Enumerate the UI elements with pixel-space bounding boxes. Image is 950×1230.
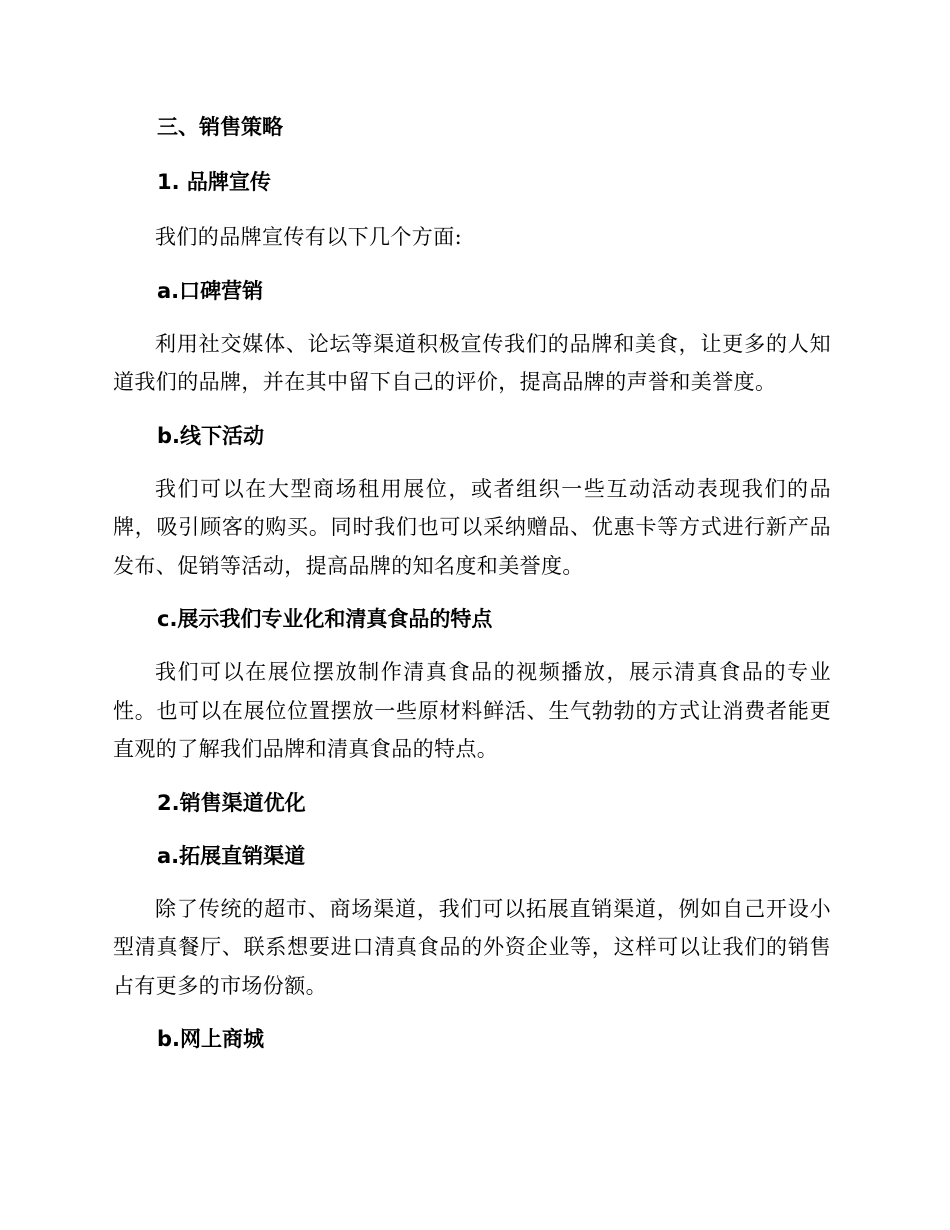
paragraph-halal-features: 我们可以在展位摆放制作清真食品的视频播放，展示清真食品的专业性。也可以在展位位置摆放一些原材料鲜活、生气勃勃的方式让消费者能更直观的了解我们品牌和清真食品的特点。 <box>113 660 831 761</box>
item-title-offline-events: b.线下活动 <box>157 423 265 448</box>
item-title-halal-features: c.展示我们专业化和清真食品的特点 <box>157 607 493 631</box>
item-title-word-of-mouth: a.口碑营销 <box>157 278 264 303</box>
paragraph-brand-intro: 我们的品牌宣传有以下几个方面: <box>155 225 463 249</box>
item-title-online-mall: b.网上商城 <box>157 1027 265 1051</box>
subsection-title-brand-promotion: 1. 品牌宣传 <box>157 170 271 194</box>
subsection-title-channel-optimization: 2.销售渠道优化 <box>157 790 306 815</box>
paragraph-offline-events: 我们可以在大型商场租用展位，或者组织一些互动活动表现我们的品牌，吸引顾客的购买。同时我们也可以采纳赠品、优惠卡等方式进行新产品发布、促销等活动，提高品牌的知名度和美誉度。 <box>113 476 831 578</box>
section-title: 三、销售策略 <box>157 115 283 139</box>
document-body <box>113 108 831 1058</box>
item-title-direct-sales: a.拓展直销渠道 <box>157 843 306 868</box>
paragraph-word-of-mouth: 利用社交媒体、论坛等渠道积极宣传我们的品牌和美食，让更多的人知道我们的品牌，并在其中留下自己的评价，提高品牌的声誉和美誉度。 <box>113 331 831 394</box>
paragraph-direct-sales: 除了传统的超市、商场渠道，我们可以拓展直销渠道，例如自己开设小型清真餐厅、联系想要进口清真食品的外资企业等，这样可以让我们的销售占有更多的市场份额。 <box>113 896 831 998</box>
